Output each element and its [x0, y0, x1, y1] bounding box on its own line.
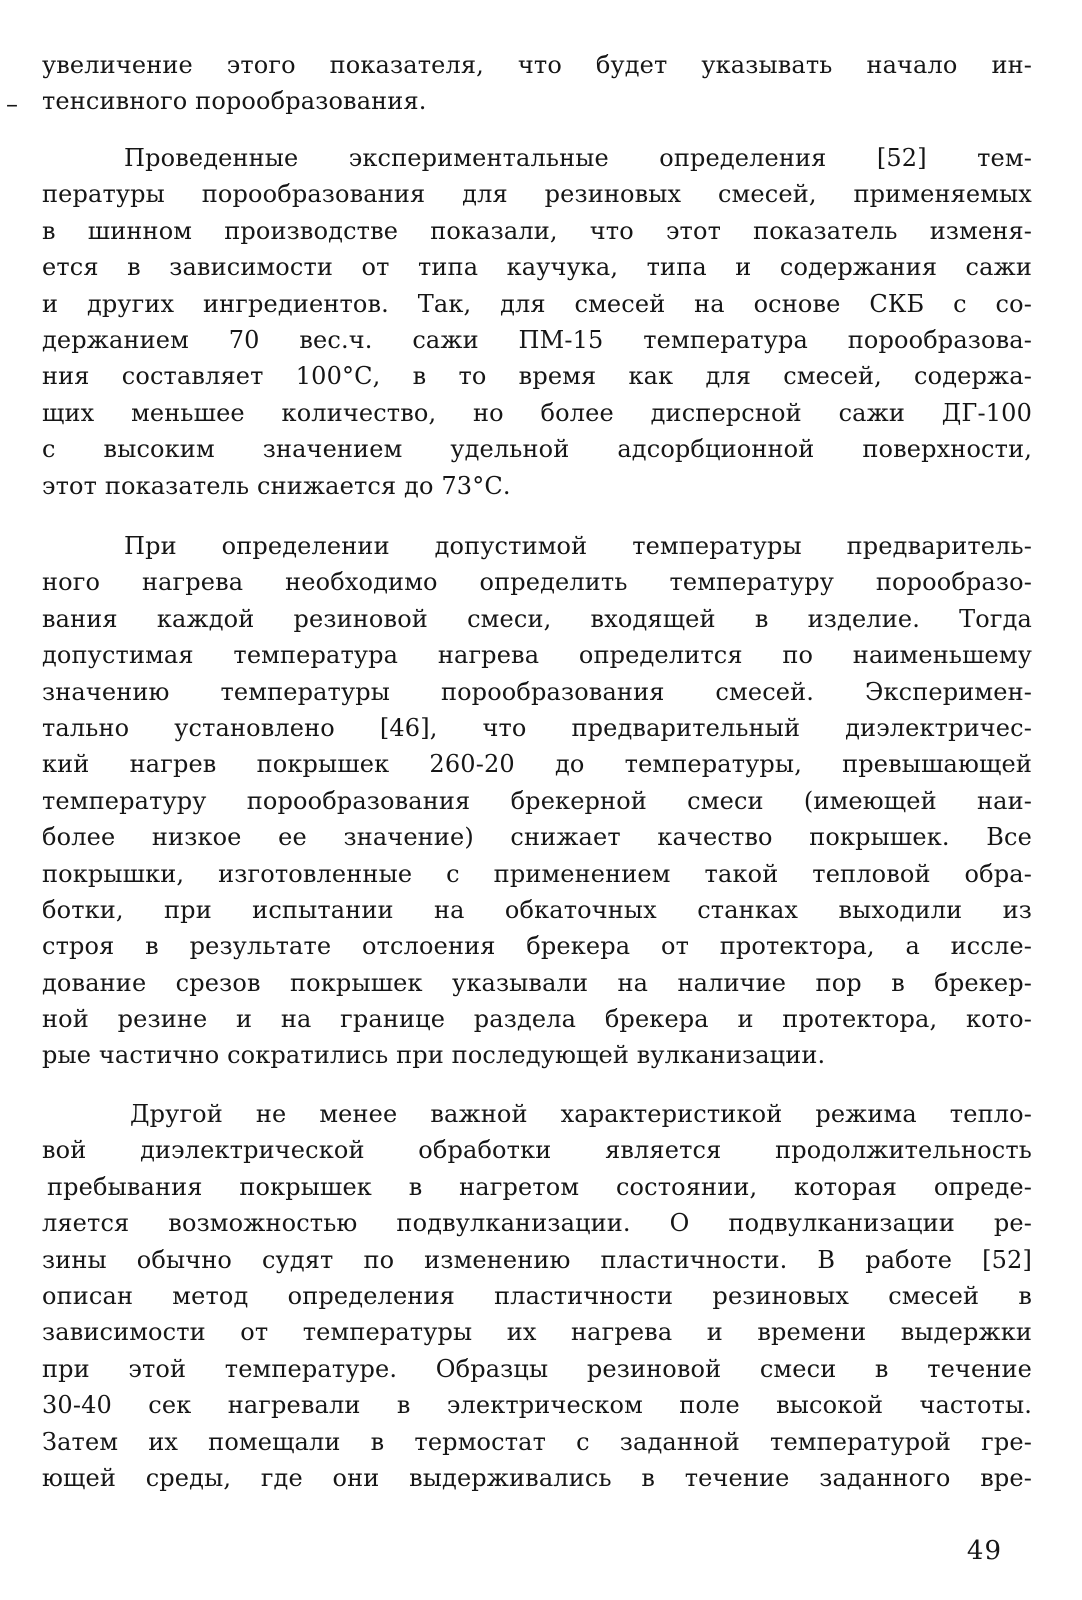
text-line: щих меньшее количество, но более дисперсной сажи ДГ-100	[42, 398, 1032, 427]
text-line: ной резине и на границе раздела брекера и протектора, кото-	[42, 1005, 1032, 1034]
text-line: в шинном производстве показали, что этот показатель изменя-	[42, 216, 1032, 245]
text-line: ющей среды, где они выдерживались в течение заданного вре-	[42, 1463, 1032, 1492]
text-line: 30-40 сек нагревали в электрическом поле высокой частоты.	[42, 1391, 1032, 1420]
text-line: ется в зависимости от типа каучука, типа и содержания сажи	[42, 253, 1032, 282]
text-line: ния составляет 100°С, в то время как для смесей, содержа-	[42, 362, 1032, 391]
text-line: При определении допустимой температуры предваритель-	[124, 532, 1032, 560]
text-line: ботки, при испытании на обкаточных станках выходили из	[42, 895, 1032, 924]
text-line: покрышки, изготовленные с применением такой тепловой обра-	[42, 859, 1032, 888]
text-line: пературы порообразования для резиновых смесей, применяемых	[42, 180, 1032, 209]
text-line: зависимости от температуры их нагрева и времени выдержки	[42, 1318, 1032, 1347]
text-line: зины обычно судят по изменению пластичности. В работе [52]	[42, 1245, 1032, 1274]
text-line: этот показатель снижается до 73°С.	[42, 471, 511, 500]
text-line: значению температуры порообразования смесей. Эксперимен-	[42, 677, 1032, 706]
text-line: держанием 70 вес.ч. сажи ПМ-15 температура порообразова-	[42, 325, 1032, 354]
text-line: и других ингредиентов. Так, для смесей на основе СКБ с со-	[42, 289, 1032, 318]
text-line: Другой не менее важной характеристикой режима тепло-	[130, 1100, 1032, 1128]
text-line: Проведенные экспериментальные определения [52] тем-	[124, 144, 1032, 172]
text-line: увеличение этого показателя, что будет указывать начало ин-	[42, 51, 1032, 79]
paragraph-3	[42, 528, 1032, 1074]
text-line: температуру порообразования брекерной смеси (имеющей наи-	[42, 786, 1032, 815]
paragraph-4	[42, 1096, 1032, 1496]
text-line: при этой температуре. Образцы резиновой смеси в течение	[42, 1354, 1032, 1383]
text-line: Затем их помещали в термостат с заданной температурой гре-	[42, 1427, 1032, 1456]
paragraph-1	[42, 47, 1032, 120]
text-line: дование срезов покрышек указывали на наличие пор в брекер-	[42, 968, 1032, 997]
text-line: пребывания покрышек в нагретом состоянии, которая опреде-	[47, 1172, 1032, 1201]
text-line: ного нагрева необходимо определить температуру порообразо-	[42, 568, 1032, 597]
text-line: рые частично сократились при последующей вулканизации.	[42, 1041, 826, 1070]
paragraph-2	[42, 140, 1032, 504]
text-line: допустимая температура нагрева определится по наименьшему	[42, 641, 1032, 670]
text-line: с высоким значением удельной адсорбционной поверхности,	[42, 435, 1032, 464]
page-number: 49	[966, 1536, 1002, 1566]
text-line: строя в результате отслоения брекера от протектора, а иссле-	[42, 932, 1032, 961]
text-line: описан метод определения пластичности резиновых смесей в	[42, 1281, 1032, 1310]
text-line: вания каждой резиновой смеси, входящей в изделие. Тогда	[42, 604, 1032, 633]
margin-dash-mark: –	[6, 90, 18, 118]
text-line: вой диэлектрической обработки является продолжительность	[42, 1136, 1032, 1165]
text-line: ляется возможностью подвулканизации. О подвулканизации ре-	[42, 1209, 1032, 1238]
text-line: тально установлено [46], что предварительный диэлектричес-	[42, 713, 1032, 742]
text-line: кий нагрев покрышек 260-20 до температуры, превышающей	[42, 750, 1032, 779]
text-line: более низкое ее значение) снижает качество покрышек. Все	[42, 823, 1032, 852]
text-line: тенсивного порообразования.	[42, 87, 427, 116]
